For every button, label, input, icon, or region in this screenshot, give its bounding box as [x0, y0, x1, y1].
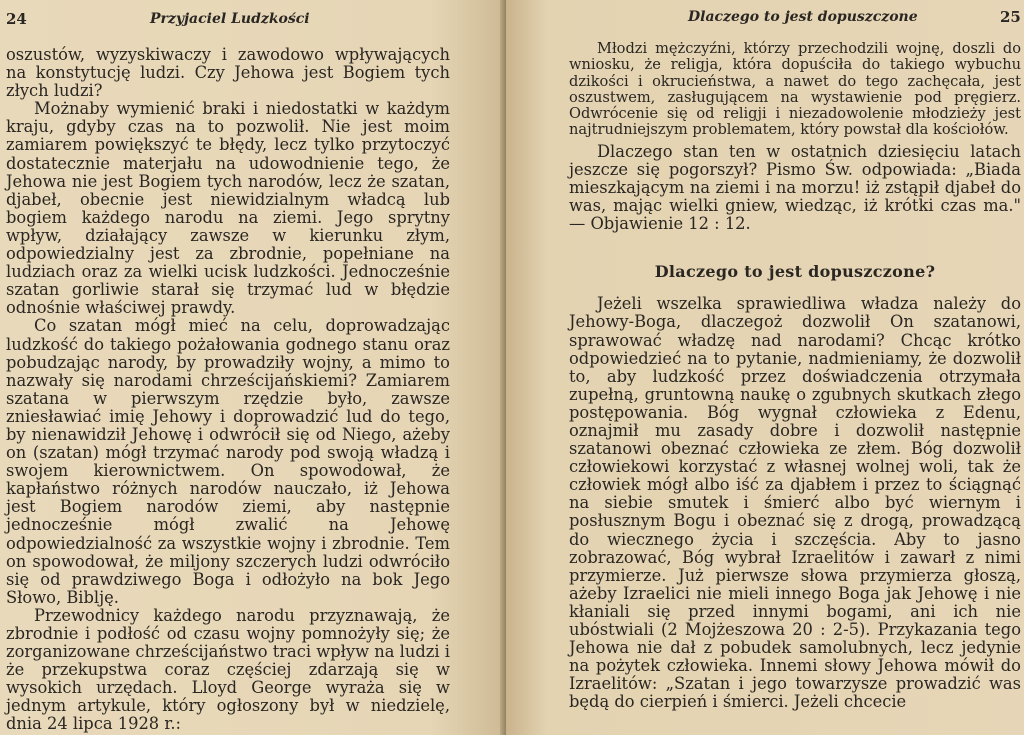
- right-page: [506, 0, 1024, 735]
- left-paragraph-1: oszustów, wyzyskiwaczy i zawodowo wpływających na konstytucję ludzi. Czy Jehowa jest Bogiem tych złych ludzi?: [6, 45, 450, 101]
- left-paragraph-3: Co szatan mógł mieć na celu, doprowadzając ludzkość do takiego pożałowania godnego stanu oraz pobudzając narody, by prowadziły wojny, a mimo to nazwały się narodami chrześcijańskiemi? Zamiarem szatana w pierwszym rzędzie było, zawsze zniesławiać imię Jehowy i doprowadzić lud do tego, by nienawidził Jehowę i odwrócił się od Niego, ażeby on (szatan) mógł trzymać narody pod swoją władzą i swojem kierownictwem. On spowodował, że kapłaństwo różnych narodów nauczało, iż Jehowa jest Bogiem narodów ziemi, aby następnie jednocześnie mógł zwalić na Jehowę odpowiedzialność za wszystkie wojny i zbrodnie. Tem on spowodował, że miljony szczerych ludzi odwróciło się od prawdziwego Boga i odłożyło na bok Jego Słowo, Biblję.: [6, 316, 450, 607]
- right-paragraph-1: Dlaczego stan ten w ostatnich dziesięciu latach jeszcze się pogorszył? Pismo Św. odpowiada: „Biada mieszkającym na ziemi i na morzu! iż zstąpił djabeł do was, mając wielki gniew, wiedząc, iż krótki czas ma." — Objawienie 12 : 12.: [569, 141, 1021, 234]
- right-running-title: Dlaczego to jest dopuszczone: [688, 9, 918, 25]
- left-page: [0, 0, 506, 735]
- left-body-text: [6, 46, 450, 734]
- right-page-number: 25: [1000, 8, 1021, 26]
- right-paragraph-2: Jeżeli wszelka sprawiedliwa władza należy do Jehowy-Boga, dlaczegoż dozwolił On szatanowi, sprawować władzę nad narodami? Chcąc krótko odpowiedzieć na to pytanie, nadmieniamy, że dozwolił to, aby ludzkość przez doświadczenia otrzymała zupełną, gruntowną naukę o zgubnych skutkach złego postępowania. Bóg wygnał człowieka z Edenu, oznajmił mu zasady dobre i dozwolił następnie szatanowi obeznać człowieka ze złem. Bóg dozwolił człowiekowi korzystać z własnej wolnej woli, tak że człowiek mógł albo iść za djabłem i przez to ściągnąć na siebie smutek i śmierć albo być wiernym i posłusznym Bogu i obeznać się z drogą, prowadzącą do wiecznego życia i szczęścia. Aby to jasno zobrazować, Bóg wybrał Izraelitów i zawarł z nimi przymierze. Już pierwsze słowa przymierza głoszą, ażeby Izraelici nie mieli innego Boga jak Jehowę i nie kłaniali się przed innymi bogami, ani ich nie ubóstwiali (2 Mojżeszowa 20 : 2-5). Przykazania tego Jehowa nie dał z pobudek samolubnych, lecz jedynie na pożytek człowieka. Innemi słowy Jehowa mówił do Izraelitów: „Szatan i jego towarzysze prowadzić was będą do cierpień i śmierci. Jeżeli chcecie: [569, 294, 1021, 712]
- left-running-title: Przyjaciel Ludzkości: [150, 11, 310, 27]
- section-heading: Dlaczego to jest dopuszczone?: [654, 262, 936, 282]
- right-body-text: [569, 41, 1021, 712]
- left-paragraph-4: Przewodnicy każdego narodu przyznawają, że zbrodnie i podłość od czasu wojny pomnożyły się; że zorganizowane chrześcijaństwo traci wpływ na ludzi i że przekupstwa coraz częściej zdarzają się w wysokich urzędach. Lloyd George wyraża się w jednym artykule, który ogłoszony był w niedzielę, dnia 24 lipca 1928 r.:: [6, 605, 450, 734]
- left-paragraph-2: Możnaby wymienić braki i niedostatki w każdym kraju, gdyby czas na to pozwolił. Nie jest moim zamiarem powiększyć te błędy, lecz tylko przytoczyć dostatecznie materjału na udowodnienie tego, że Jehowa nie jest Bogiem tych narodów, lecz że szatan, djabeł, obecnie jest niewidzialnym władcą lub bogiem każdego narodu na ziemi. Jego sprytny wpływ, działający zawsze w kierunku złym, odpowiedzialny jest za zbrodnie, popełniane na ludziach oraz za wielki ucisk ludzkości. Jednocześnie szatan gorliwie starał się trzymać lud w błędzie odnośnie właściwej prawdy.: [6, 99, 450, 318]
- left-page-number: 24: [6, 10, 27, 28]
- right-quote-block: Młodzi mężczyźni, którzy przechodzili wojnę, doszli do wniosku, że religja, która dopuściła do takiego wybuchu dzikości i okrucieństwa, a nawet do tego zachęcała, jest oszustwem, zasługującem na wystawienie pod pręgierz. Odwrócenie się od religji i niezadowolenie młodzieży jest najtrudniejszym problematem, który powstał dla kościołów.: [569, 40, 1021, 139]
